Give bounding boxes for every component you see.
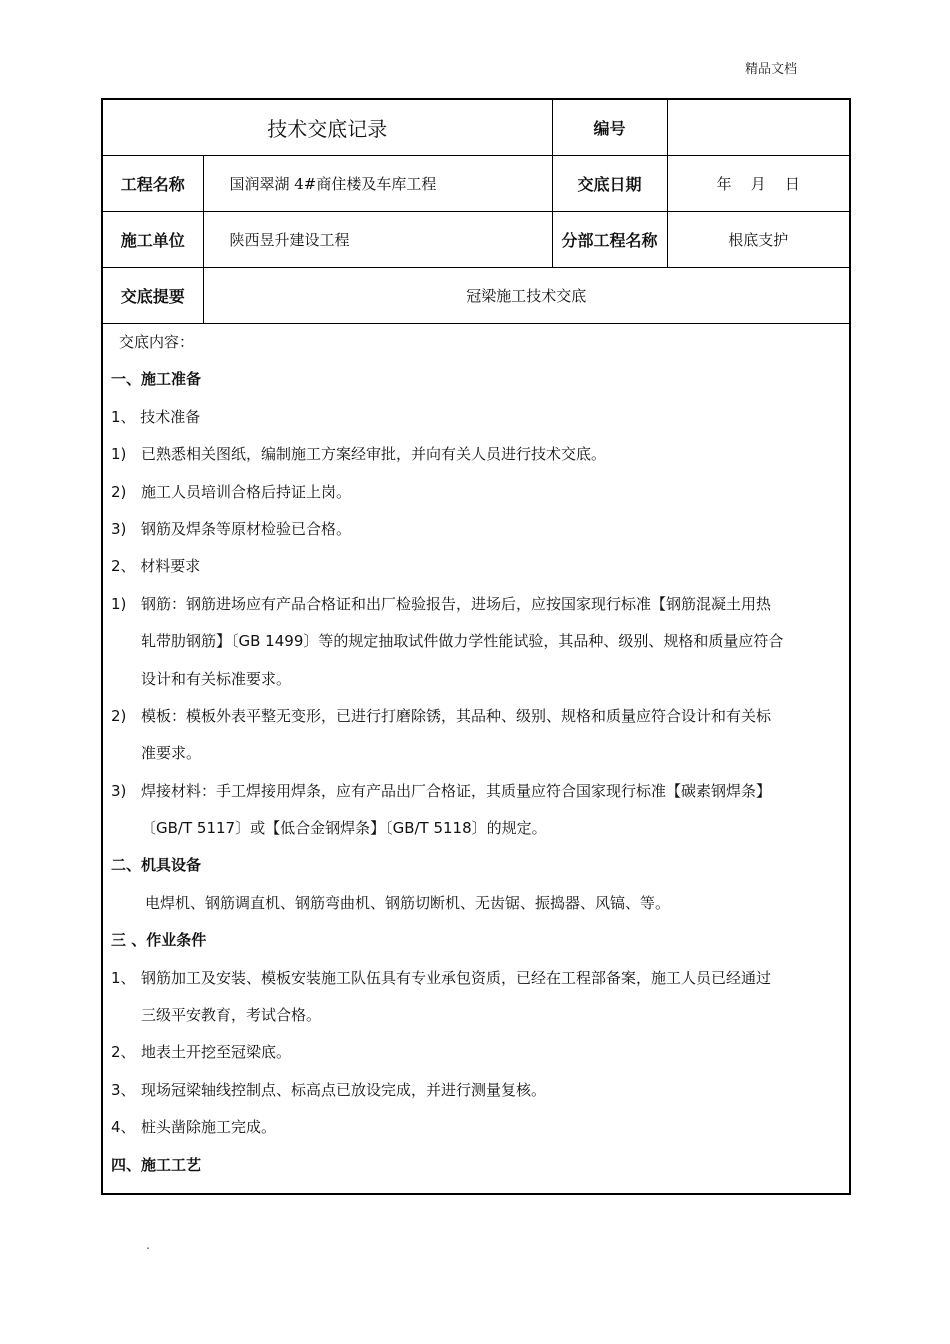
list-item: 2) 施工人员培训合格后持证上岗。 xyxy=(111,482,352,501)
footer-mark: . xyxy=(146,1238,150,1252)
disclosure-content xyxy=(103,324,849,1184)
list-item: 3) 钢筋及焊条等原材检验已合格。 xyxy=(111,519,352,538)
section-heading-equipment: 二、机具设备 xyxy=(111,856,202,875)
project-name-value: 国润翠湖 4#商住楼及车库工程 xyxy=(203,156,552,212)
section-heading-process: 四、施工工艺 xyxy=(111,1155,202,1174)
list-item: 1) 钢筋：钢筋进场应有产品合格证和出厂检验报告，进场后，应按国家现行标准【钢筋混凝土用热 xyxy=(111,594,772,613)
list-item: 3) 焊接材料：手工焊接用焊条，应有产品出厂合格证，其质量应符合国家现行标准【碳素钢焊条】 xyxy=(111,781,772,800)
unit-row xyxy=(103,212,849,268)
equipment-list: 电焊机、钢筋调直机、钢筋弯曲机、钢筋切断机、无齿锯、振捣器、风镐、等。 xyxy=(145,893,671,912)
list-item: 3、 现场冠梁轴线控制点、标高点已放设完成，并进行测量复核。 xyxy=(111,1080,547,1099)
project-row xyxy=(103,156,849,212)
form-title: 技术交底记录 xyxy=(103,100,552,156)
list-item: 1、 钢筋加工及安装、模板安装施工队伍具有专业承包资质，已经在工程部备案，施工人员已经通过 xyxy=(111,968,772,987)
section-heading-conditions: 三 、作业条件 xyxy=(111,931,207,950)
header-table xyxy=(103,100,849,324)
date-label: 交底日期 xyxy=(552,156,667,212)
list-item: 4、 桩头凿除施工完成。 xyxy=(111,1118,277,1137)
summary-label: 交底提要 xyxy=(103,268,203,324)
section-heading-preparation: 一、施工准备 xyxy=(111,370,202,389)
content-intro: 交底内容： xyxy=(119,333,195,351)
disclosure-record-form xyxy=(101,98,851,1195)
construction-unit-label: 施工单位 xyxy=(103,212,203,268)
sub-project-value: 根底支护 xyxy=(667,212,849,268)
summary-value: 冠梁施工技术交底 xyxy=(203,268,849,324)
list-item-continuation: 轧带肋钢筋】〔GB 1499〕等的规定抽取试件做力学性能试验，其品种、级别、规格和质量应符合 xyxy=(141,632,784,651)
subsection-tech-prep: 1、 技术准备 xyxy=(111,407,201,426)
watermark-text: 精品文档 xyxy=(745,62,798,77)
sub-project-label: 分部工程名称 xyxy=(552,212,667,268)
list-item: 2、 地表土开挖至冠梁底。 xyxy=(111,1043,292,1062)
construction-unit-value: 陕西昱升建设工程 xyxy=(203,212,552,268)
list-item: 2) 模板：模板外表平整无变形，已进行打磨除锈，其品种、级别、规格和质量应符合设计和有关标 xyxy=(111,706,772,725)
number-value xyxy=(667,100,849,156)
list-item-continuation: 准要求。 xyxy=(141,744,202,763)
list-item-continuation: 设计和有关标准要求。 xyxy=(141,669,292,688)
date-value: 年 月 日 xyxy=(667,156,849,212)
title-row xyxy=(103,100,849,156)
subsection-materials: 2、 材料要求 xyxy=(111,557,201,576)
project-name-label: 工程名称 xyxy=(103,156,203,212)
summary-row xyxy=(103,268,849,324)
number-label: 编号 xyxy=(552,100,667,156)
list-item: 1) 已熟悉相关图纸，编制施工方案经审批，并向有关人员进行技术交底。 xyxy=(111,445,607,464)
list-item-continuation: 〔GB/T 5117〕或【低合金钢焊条】〔GB/T 5118〕的规定。 xyxy=(141,819,547,838)
list-item-continuation: 三级平安教育，考试合格。 xyxy=(141,1006,322,1025)
